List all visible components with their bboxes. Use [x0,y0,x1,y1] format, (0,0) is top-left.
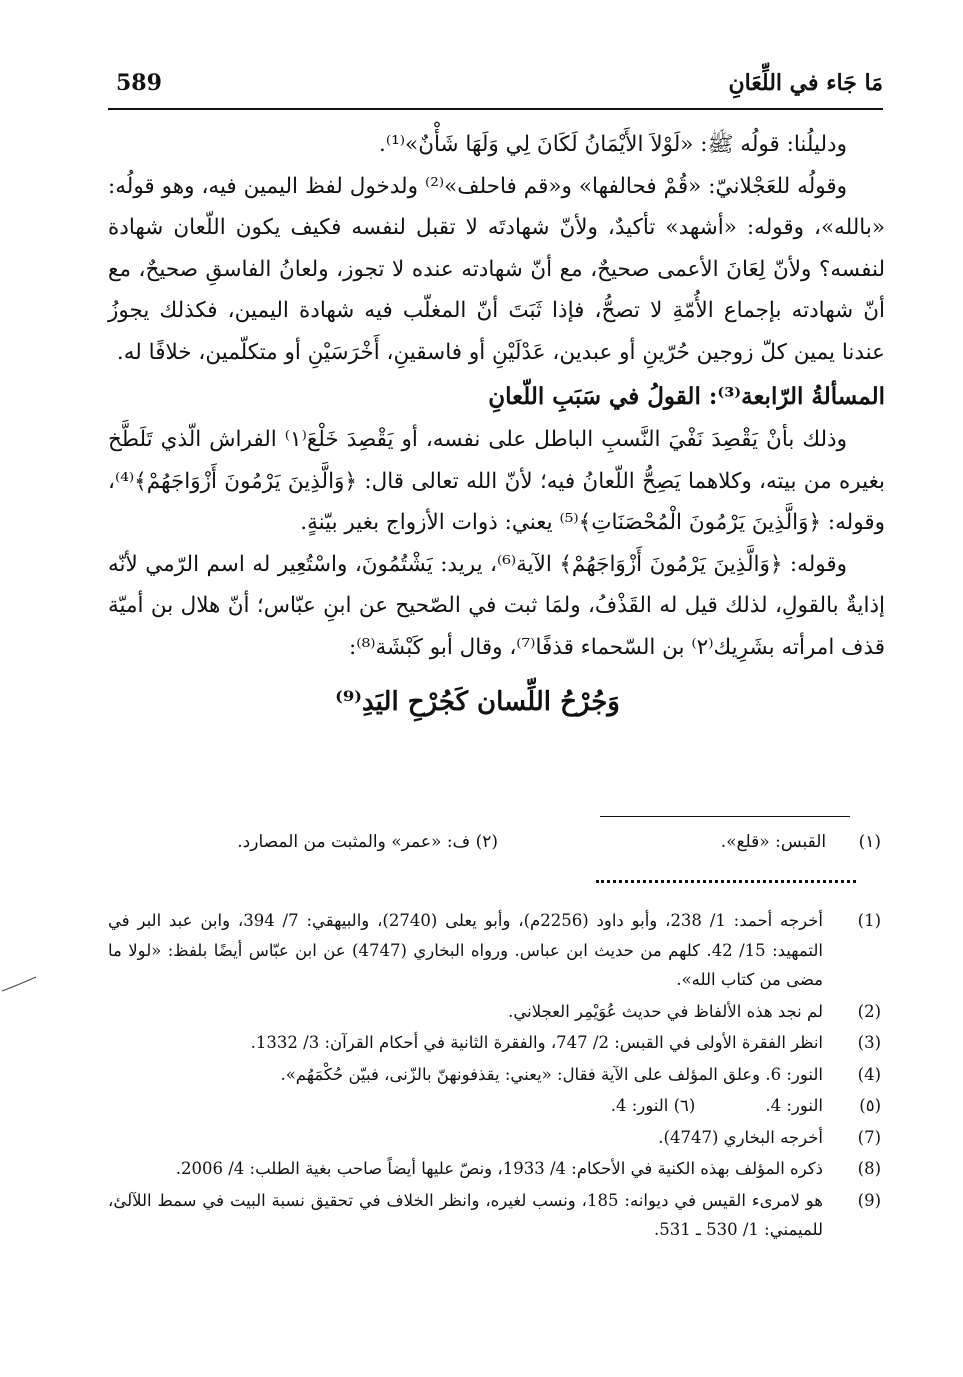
footnote-text: النور: 6. وعلق المؤلف على الآية فقال: «يعني: يقذفونهنّ بالزّنى، فبيّن حُكْمَهُم». [280,1064,823,1084]
footnote-text: ذكره المؤلف بهذه الكنية في الأحكام: 4/ 1933، ونصّ عليها أيضاً صاحب بغية الطلب: 4/ 2006. [175,1159,823,1178]
footnote-number: (1) [857,911,881,930]
section-heading: المسألةُ الرّابعة⁽³⁾: القولُ في سَبَبِ اللّعانِ [488,383,885,410]
footnote-text: هو لامرىء القيس في ديوانه: 185، ونسب لغيره، وانظر الخلاف في تحقيق نسبة البيت في سمط اللآلئ، للميمني: 1/ 530 ـ 531. [108,1190,823,1239]
footnote [108,1060,881,1090]
footnote-text: أخرجه البخاري (4747). [658,1127,823,1147]
footnote-number: (3) [857,1033,881,1052]
footnote-text: لم نجد هذه الألفاظ في حديث عُوَيْمِر العجلاني. [508,1001,823,1021]
poetry-verse: وَجُرْحُ اللِّسان كَجُرْحِ اليَدِ⁽⁹⁾ [335,687,620,717]
footnote [108,1123,881,1153]
footnote-text: انظر الفقرة الأولى في القبس: 2/ 747، والفقرة الثانية في أحكام القرآن: 3/ 1332. [250,1033,823,1052]
footnote [108,906,881,995]
footnote-number: (9) [857,1190,881,1210]
footnote-number: (8) [857,1159,881,1178]
paragraph: ودليلُنا: قولُه ﷺ: «لَوْلاَ الأَيْمَانُ لَكَانَ لِي وَلَهَا شَأْنٌ»⁽¹⁾. [379,132,847,157]
main-text [108,120,885,724]
paragraph: وذلك بأنْ يَقْصِدَ نَفْيَ النَّسبِ الباطل على نفسه، أو يَقْصِدَ خَلْعَ⁽١⁾ الفراش الّذي تَلَطَّخ بغيره من بيته، وكلاهما يَصِحُّ اللّعانُ فيه؛ لأنّ الله تعالى قال: ﴿وَالَّذِينَ يَرْمُونَ أَزْوَاجَهُمْ﴾⁽⁴⁾، وقوله: ﴿وَالَّذِينَ يَرْمُونَ الْمُحْصَنَاتِ﴾⁽⁵⁾ يعني: ذوات الأزواج بغير بيّنةٍ. [108,427,885,535]
footnote [108,1154,881,1184]
editor-footnote-1 [721,832,881,852]
paragraph: وقولُه للعَجْلانيّ: «قُمْ فحالفها» و«قم فاحلف»⁽²⁾ ولدخول لفظ اليمين فيه، وهو قولُه: «بالله»، وقوله: «أشهد» تأكيدٌ، ولأنّ شهادتَه لا تقبل لنفسه فكيف يكون اللّعان شهادة لنفسه؟ ولأنّ لِعَانَ الأعمى صحيحٌ، مع أنّ شهادته عنده لا تجوز، ولعانُ الفاسقِ صحيحٌ، مع أنّ شهادته بإجماع الأُمّةِ لا تصحُّ، فإذا ثَبَتَ أنّ المغلّب فيه شهادة اليمين، فكذلك يجوزُ عندنا يمين كلّ زوجين حُرّينِ أو عبدين، عَدْلَيْنِ أو فاسقينِ، أَخْرَسَيْنِ أو متكلّمين، خلافًا له. [108,173,885,365]
footnotes-list [108,906,881,1247]
editor-footnote-2: (٢) ف: «عمر» والمثبت من المصارد. [237,832,498,852]
footnote-number: (4) [857,1064,881,1084]
paragraph: وقوله: ﴿وَالَّذِينَ يَرْمُونَ أَزْوَاجَهُمْ﴾ الآية⁽⁶⁾، يريد: يَشْتُمُونَ، واسْتُعِير له اسم الرّمي لأنّه إذايةٌ بالقولِ، لذلك قيل له القَذْفُ، ولمَا ثبت في الصّحيح عن ابنِ عبّاس؛ أنّ هلال بن أميّة قذف امرأته بشَرِيك⁽٢⁾ بن السّحماء قذفًا⁽⁷⁾، وقال أبو كَبْشَة⁽⁸⁾: [108,551,885,660]
footnote-number: (7) [857,1127,881,1147]
footnote-number: (٥) [859,1096,881,1115]
margin-pencil-mark [0,975,40,995]
footnote-separator [600,816,850,817]
footnote-text: (٦) النور: 4. [610,1096,696,1115]
footnote-number: (2) [857,1001,881,1021]
dotted-separator [596,880,856,887]
footnote [108,1028,881,1058]
footnote-text: النور: 4. [765,1096,823,1115]
footnote [108,1091,881,1121]
footnote-text-pair [108,1091,823,1121]
page-number: 589 [116,70,162,96]
footnote-text: أخرجه أحمد: 1/ 238، وأبو داود (2256م)، وأبو يعلى (2740)، والبيهقي: 7/ 394، وابن عبد البر في التمهيد: 15/ 42. كلهم من حديث ابن عباس. ورواه البخاري (4747) عن ابن عبّاس أيضًا بلفظ: «لولا ما مضى من كتاب الله». [108,911,823,989]
footnote [108,1186,881,1245]
page-header [108,62,883,110]
footnote-text: القبس: «قلع». [720,832,827,852]
footnote-number: (١) [858,832,881,852]
running-title: مَا جَاء في اللِّعَانِ [728,70,883,96]
footnote [108,997,881,1027]
